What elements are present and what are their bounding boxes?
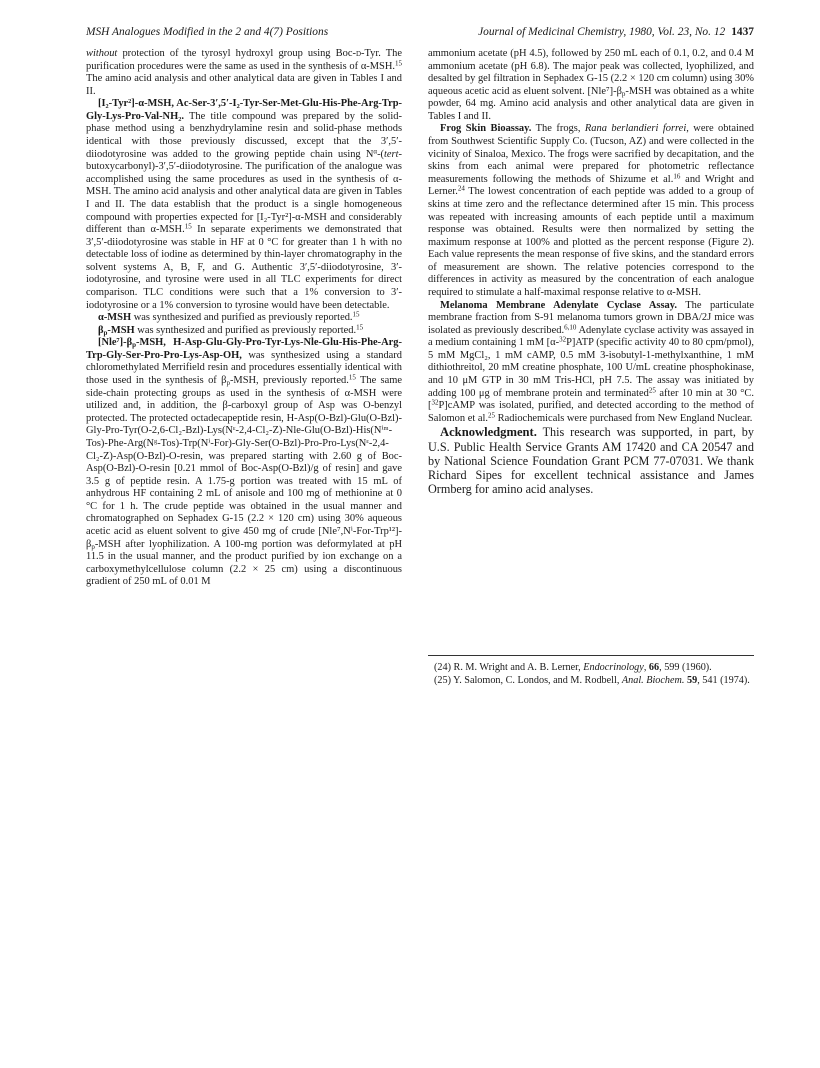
reference-25: (25) Y. Salomon, C. Londos, and M. Rodbell, Anal. Biochem. 59, 541 (1974). [434, 675, 750, 687]
page-number: 1437 [731, 26, 754, 38]
paragraph-frog-skin-bioassay: Frog Skin Bioassay. The frogs, Rana berlandieri forrei, were obtained from Southwest Scientific Supply Co. (Tucson, AZ) and were collected in the vicinity of Sinaloa, Mexico. The frogs were sacrified by decapitation, and the skins from each animal were prepared for photometric reflectance measurements following the methods of Shizume et al.$^{16}$ and Wright and Lerner.$^{24}$ The lowest concentration of each peptide was added to a group of skins at time zero and the reflectance determined after 15 min. This process was repeated with increasing amounts of each peptide until a maximum response was obtained. Results were then normalized by setting the maximum response at 100% and plotted as the percent response (Figure 2). Each value represents the mean response of five skins, and the standard errors of measurement are shown. The relative potencies correspond to the differences in activity as measured by the concentration of each analogue required to stimulate a half-maximal response relative to α-MSH. [428, 123, 754, 298]
acknowledgment: Acknowledgment. This research was supported, in part, by U.S. Public Health Service Grants AM 17420 and CA 20547 and by National Science Foundation Grant PCM 77-07031. We thank Richard Sipes for excellent technical assistance and James Ormberg for amino acid analyses. [428, 425, 754, 497]
section-heading: Melanoma Membrane Adenylate Cyclase Assay. [440, 299, 678, 311]
references [428, 655, 754, 688]
paragraph-intro: without protection of the tyrosyl hydroxyl group using Boc-d-Tyr. The purification procedures were the same as used in the synthesis of α-MSH.$^{15}$ The amino acid analysis and other analytical data are given in Tables I and II. [86, 48, 403, 97]
running-head-title: MSH Analogues Modified in the 2 and 4(7) Positions [86, 26, 329, 38]
paragraph-adenylate-cyclase-assay: Melanoma Membrane Adenylate Cyclase Assay. The particulate membrane fraction from S-91 melanoma tumors grown in DBA/2J mice was isolated as previously described.$^{6,10}$ Adenylate cyclase activity was assayed in a medium containing 1 mM [α-$^{32}$P]ATP (specific activity 40 to 80 cpm/pmol), 5 mM MgCl₂, 1 mM cAMP, 0.5 mM 3-isobutyl-1-methylxanthine, 1 mM dithiothreitol, 20 mM creatine phosphate, 100 U/mL creatine phosphokinase, and 10 μM GTP in 30 mM Tris-HCl, pH 7.5. The assay was initiated by adding 100 μg of membrane protein and terminated$^{25}$ after 10 min at 30 °C. [$^{32}$P]cAMP was isolated, purified, and detected according to the method of Salomon et al.$^{25}$ Radiochemicals were purchased from New England Nuclear. [428, 299, 755, 424]
compound-heading: [I₂-Tyr²]-α-MSH, Ac-Ser-3′,5′-I₂-Tyr-Ser-Met-Glu-His-Phe-Arg-Trp-Gly-Lys-Pro-Val-NH₂. [86, 98, 402, 122]
running-head [86, 26, 754, 44]
paragraph-nle-beta-msh: $[Nle^7]-\beta_p$-MSH, H-Asp-Glu-Gly-Pro-Tyr-Lys-Nle-Glu-His-Phe-Arg-Trp-Gly-Ser-Pro-Pro-Lys-Asp-OH, was synthesized using a standard chloromethylated Merrifield resin and procedures essentially identical with those used in the synthesis of $\beta_p$-MSH, previously reported.$^{15}$ The same side-chain protecting groups as used in the synthesis of α-MSH were utilized and, in addition, the β-carboxyl group of Asp was O-benzyl protected. The protected octadecapeptide resin, H-Asp(O-Bzl)-Glu(O-Bzl)-Gly-Pro-Tyr(O-2,6-Cl₂-Bzl)-Lys(Nᵋ-2,4-Cl₂-Z)-Nle-Glu(O-Bzl)-His(Nⁱᵐ-Tos)-Phe-Arg(Nᵍ-Tos)-Trp(Nⁱ-For)-Gly-Ser(O-Bzl)-Pro-Pro-Lys(Nᵋ-2,4-Cl₂-Z)-Asp(O-Bzl)-O-resin, was prepared starting with 2.60 g of Boc-Asp(O-Bzl)-O-resin [0.21 mmol of Boc-Asp(O-Bzl)/g of resin] and gave 3.5 g of peptide resin. A 1.75-g portion was treated with 15 mL of anhydrous HF containing 2 mL of anisole and 100 mg of methionine at 0 °C for 1 h. The crude peptide was obtained in the usual manner and chromatographed on Sephadex G-15 (2.2 × 120 cm) using 30% aqueous acetic acid as eluent solvent to give 450 mg of crude $[Nle^7,N^i-For-Trp^{12}]-\beta_p$-MSH after lyophilization. A 100-mg portion was deformylated at pH 11.5 in the usual manner, and the product purified by ion exchange on a carboxymethylcellulose column (2.2 × 25 cm) using a discontinuous gradient of 250 mL of 0.01 M [86, 337, 403, 588]
left-column [86, 48, 402, 589]
paragraph-alpha-msh: α-MSH was synthesized and purified as previously reported.$^{15}$ [98, 310, 360, 324]
paragraph-i2-tyr-msh: [I₂-Tyr²]-α-MSH, Ac-Ser-3′,5′-I₂-Tyr-Ser-Met-Glu-His-Phe-Arg-Trp-Gly-Lys-Pro-Val-NH₂. The title compound was prepared by the solid-phase method using a benzhydrylamine resin and solid-phase methods identical with those previously discussed, except that the 3′,5′-diiodotyrosine was added to the growing peptide chain using $N^\alpha-(tert-butoxycarbonyl)-3',5'$-diiodotyrosine. The purification of the analogue was accomplished using the same procedures as used in the synthesis of α-MSH. The amino acid analysis and other analytical data are given in Tables I and II. The data establish that the product is a single homogeneous compound with properties expected for [I₂-Tyr²]-α-MSH and considerably different than α-MSH.$^{15}$ In separate experiments we demonstrated that 3′,5′-diiodotyrosine was stable in HF at 0 °C for greater than 1 h with no detectable loss of iodine as determined by thin-layer chromatography in the solvent systems A, B, F, and G. Authentic 3′,5′-diiodotyrosine, 3′-iodotyrosine, and tyrosine were used in all TLC experiments for direct comparison. TLC conditions were such that a 1% conversion to 3′-iodotyrosine or a 1% conversion to tyrosine would have been detectable. [86, 98, 402, 311]
paragraph-beta-msh: $\beta_p$-MSH was synthesized and purified as previously reported.$^{15}$ [98, 323, 364, 337]
right-column [428, 48, 754, 496]
paragraph-continuation: ammonium acetate (pH 4.5), followed by 250 mL each of 0.1, 0.2, and 0.4 M ammonium acetate (pH 6.8). The major peak was collected, lyophilized, and desalted by gel filtration in Sephadex G-15 (2.2 × 120 cm column) using 30% aqueous acetic acid as eluent solvent. $[Nle^7]-\beta_p$-MSH was obtained as a white powder, 64 mg. Amino acid analysis and other analytical data are given in Tables I and II. [428, 48, 754, 122]
reference-24: (24) R. M. Wright and A. B. Lerner, Endocrinology, 66, 599 (1960). [434, 662, 712, 673]
reference-divider [428, 655, 754, 656]
running-head-journal: Journal of Medicinal Chemistry, 1980, Vol. 23, No. 12 1437 [478, 26, 754, 38]
section-heading: Frog Skin Bioassay. [440, 123, 532, 135]
